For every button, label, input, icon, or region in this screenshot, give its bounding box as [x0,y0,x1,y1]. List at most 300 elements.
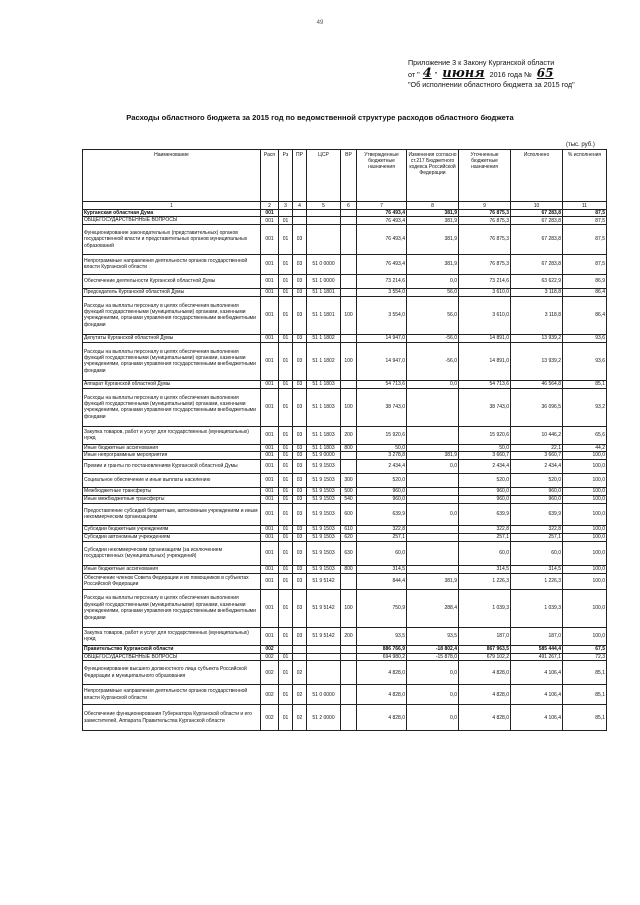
row-refined: 4 828,0 [459,705,511,731]
row-refined: 4 828,0 [459,685,511,705]
row-approved: 960,0 [357,487,407,495]
appendix-month: июня [442,66,485,81]
row-pr: 03 [293,565,307,573]
row-changes: 381,9 [407,254,459,274]
row-executed: 1 226,3 [511,573,563,589]
row-changes: 0,0 [407,459,459,473]
row-percent: 100,0 [563,573,607,589]
row-rasp: 002 [261,685,279,705]
appendix-header [408,58,575,90]
row-approved: 960,0 [357,495,407,503]
row-refined: 3 610,0 [459,296,511,334]
row-csr [307,653,341,660]
row-vr [341,288,357,296]
col-num: 10 [511,202,563,210]
row-refined: 867 963,5 [459,645,511,653]
row-rasp: 001 [261,525,279,533]
row-csr [307,661,341,685]
row-percent: 87,5 [563,210,607,217]
row-rasp: 001 [261,495,279,503]
col-pr: ПР [293,150,307,202]
table-row [83,459,607,473]
row-changes: 0,0 [407,705,459,731]
row-percent: 85,1 [563,685,607,705]
table-row [83,573,607,589]
row-vr: 500 [341,487,357,495]
row-rz: 01 [279,217,293,224]
row-rz [279,645,293,653]
row-vr [341,380,357,388]
row-refined: 76 875,3 [459,224,511,254]
row-pr: 03 [293,573,307,589]
row-percent: 93,6 [563,342,607,380]
row-approved: 694 980,2 [357,653,407,660]
row-executed: 960,0 [511,487,563,495]
row-changes [407,388,459,426]
row-refined: 520,0 [459,473,511,487]
row-percent: 67,5 [563,645,607,653]
row-rasp: 001 [261,274,279,288]
row-changes: 381,9 [407,452,459,459]
table-row [83,685,607,705]
row-name: Расходы на выплаты персоналу в целях обеспечения выполнения функций государственными (муниципальными) органами, казенными учреждениями, органами управления государственными внебюджетными фондами [83,589,261,627]
row-name: Предоставление субсидий бюджетным, автономным учреждениям и иным некоммерческим организациям [83,503,261,525]
row-rz: 01 [279,334,293,342]
row-csr: 51 1 1803 [307,444,341,451]
row-percent: 87,5 [563,254,607,274]
row-changes: 381,9 [407,224,459,254]
row-vr: 620 [341,533,357,541]
row-approved: 14 947,0 [357,334,407,342]
row-vr: 600 [341,503,357,525]
table-row [83,627,607,645]
row-name: Закупка товаров, работ и услуг для государственных (муниципальных) нужд [83,627,261,645]
row-rasp: 001 [261,503,279,525]
row-csr: 51 9 1503 [307,533,341,541]
row-vr: 100 [341,388,357,426]
row-name: Премии и гранты по постановлениям Курганской областной Думы [83,459,261,473]
row-pr: 03 [293,274,307,288]
appendix-quote: " [434,70,438,79]
row-pr: 03 [293,452,307,459]
row-rz: 01 [279,296,293,334]
row-name: Межбюджетные трансферты [83,487,261,495]
appendix-line2 [408,68,575,80]
row-rasp: 001 [261,426,279,444]
row-pr: 03 [293,473,307,487]
table-row [83,426,607,444]
row-vr: 540 [341,495,357,503]
row-approved: 76 493,4 [357,224,407,254]
table-row [83,473,607,487]
row-name: Расходы на выплаты персоналу в целях обеспечения выполнения функций государственными (муниципальными) органами, казенными учреждениями, органами управления государственными внебюджетными фондами [83,296,261,334]
col-num: 4 [293,202,307,210]
row-vr: 800 [341,565,357,573]
table-row [83,452,607,459]
row-rasp: 001 [261,388,279,426]
table-row [83,705,607,731]
table-row [83,645,607,653]
appendix-day: 4 [422,66,432,81]
table-row [83,296,607,334]
row-vr [341,661,357,685]
row-executed: 4 106,4 [511,705,563,731]
col-percent: % исполнения [563,150,607,202]
table-row [83,380,607,388]
row-percent: 100,0 [563,525,607,533]
row-csr: 51 1 1803 [307,388,341,426]
table-row [83,541,607,565]
row-approved: 76 493,4 [357,210,407,217]
row-vr: 800 [341,444,357,451]
row-refined: 4 828,0 [459,661,511,685]
row-executed: 3 118,8 [511,288,563,296]
row-changes: 0,0 [407,685,459,705]
col-changes: Изменения согласно ст.217 Бюджетного кодекса Российской Федерации [407,150,459,202]
row-csr: 51 1 1802 [307,334,341,342]
row-vr [341,254,357,274]
row-pr [293,217,307,224]
row-rz: 01 [279,459,293,473]
row-vr: 100 [341,342,357,380]
row-csr: 51 9 1503 [307,487,341,495]
row-csr: 51 9 1503 [307,473,341,487]
row-csr: 51 9 1503 [307,459,341,473]
row-pr: 03 [293,533,307,541]
row-csr: 51 9 5142 [307,589,341,627]
row-pr: 03 [293,296,307,334]
row-rasp: 001 [261,342,279,380]
table-row [83,342,607,380]
row-changes: 56,0 [407,288,459,296]
row-percent: 72,3 [563,653,607,660]
row-csr: 51 2 0000 [307,705,341,731]
row-approved: 520,0 [357,473,407,487]
row-changes: 0,0 [407,274,459,288]
row-rz: 01 [279,274,293,288]
row-name: Иные бюджетные ассигнования [83,565,261,573]
row-csr: 51 9 1503 [307,565,341,573]
row-refined: 960,0 [459,487,511,495]
row-percent: 93,2 [563,388,607,426]
row-vr [341,653,357,660]
row-percent: 93,6 [563,334,607,342]
row-pr: 03 [293,334,307,342]
row-executed: 13 939,2 [511,334,563,342]
row-pr: 02 [293,685,307,705]
row-vr [341,705,357,731]
table-row [83,525,607,533]
row-refined: 322,8 [459,525,511,533]
row-pr: 03 [293,495,307,503]
row-approved: 3 554,0 [357,296,407,334]
row-csr: 51 1 1803 [307,426,341,444]
row-approved: 76 493,4 [357,254,407,274]
row-name: Социальное обеспечение и иные выплаты населению [83,473,261,487]
row-name: Иные непрограммные мероприятия [83,452,261,459]
row-approved: 60,0 [357,541,407,565]
row-changes: -56,0 [407,334,459,342]
document-title: Расходы областного бюджета за 2015 год по ведомственной структуре расходов областного бюджета [126,113,514,122]
row-approved: 844,4 [357,573,407,589]
row-refined: 1 226,3 [459,573,511,589]
row-name: Председатель Курганской областной Думы [83,288,261,296]
col-csr: ЦСР [307,150,341,202]
row-rz: 01 [279,254,293,274]
row-refined: 639,9 [459,503,511,525]
appendix-line1: Приложение 3 к Закону Курганской области [408,58,555,67]
row-refined: 76 875,3 [459,217,511,224]
row-pr [293,653,307,660]
row-percent: 100,0 [563,533,607,541]
row-pr: 02 [293,661,307,685]
row-vr [341,452,357,459]
row-rasp: 001 [261,589,279,627]
row-executed: 63 622,9 [511,274,563,288]
table-row [83,217,607,224]
row-csr: 51 9 5142 [307,627,341,645]
row-percent: 65,6 [563,426,607,444]
row-refined: 54 713,6 [459,380,511,388]
row-refined: 2 434,4 [459,459,511,473]
col-num: 9 [459,202,511,210]
row-changes: -18 802,4 [407,645,459,653]
row-rasp: 001 [261,224,279,254]
row-percent: 85,1 [563,661,607,685]
row-changes [407,495,459,503]
row-executed: 322,8 [511,525,563,533]
row-executed: 639,9 [511,503,563,525]
table-row [83,444,607,451]
row-rz: 01 [279,573,293,589]
row-rz: 01 [279,452,293,459]
row-executed: 3 118,8 [511,296,563,334]
row-approved: 639,9 [357,503,407,525]
row-approved: 4 828,0 [357,705,407,731]
table-row [83,495,607,503]
row-executed: 67 283,8 [511,217,563,224]
row-percent: 85,1 [563,380,607,388]
col-name: Наименование [83,150,261,202]
row-vr: 630 [341,541,357,565]
row-pr: 03 [293,288,307,296]
table-row [83,288,607,296]
row-csr: 51 1 1801 [307,296,341,334]
row-rasp: 001 [261,210,279,217]
row-rasp: 001 [261,452,279,459]
row-changes: 381,9 [407,573,459,589]
row-percent: 100,0 [563,452,607,459]
row-csr [307,210,341,217]
column-number-row [83,202,607,210]
row-rz [279,210,293,217]
row-refined: 38 743,0 [459,388,511,426]
col-rz: Рз [279,150,293,202]
row-rasp: 002 [261,661,279,685]
row-approved: 4 828,0 [357,685,407,705]
row-approved: 54 713,6 [357,380,407,388]
row-changes [407,426,459,444]
row-rz: 01 [279,661,293,685]
row-vr [341,334,357,342]
row-approved: 15 920,6 [357,426,407,444]
row-name: Депутаты Курганской областной Думы [83,334,261,342]
col-num: 11 [563,202,607,210]
row-pr [293,645,307,653]
row-percent: 86,4 [563,288,607,296]
row-refined: 76 875,3 [459,210,511,217]
row-percent: 85,1 [563,705,607,731]
row-percent: 100,0 [563,459,607,473]
row-vr: 200 [341,426,357,444]
col-num: 2 [261,202,279,210]
row-rz: 01 [279,342,293,380]
table-row [83,589,607,627]
row-refined: 60,0 [459,541,511,565]
table-row [83,533,607,541]
row-rz: 01 [279,495,293,503]
table-row [83,334,607,342]
row-name: Субсидии автономным учреждениям [83,533,261,541]
row-refined: 314,5 [459,565,511,573]
row-executed: 4 106,4 [511,685,563,705]
row-refined: 76 875,3 [459,254,511,274]
row-name: Обеспечение деятельности Курганской областной Думы [83,274,261,288]
row-rz: 01 [279,473,293,487]
row-changes: -15 878,0 [407,653,459,660]
row-pr: 03 [293,388,307,426]
row-executed: 46 564,8 [511,380,563,388]
row-refined: 1 039,3 [459,589,511,627]
row-changes [407,533,459,541]
row-pr: 03 [293,426,307,444]
row-pr: 03 [293,254,307,274]
row-percent: 44,2 [563,444,607,451]
row-name: Расходы на выплаты персоналу в целях обеспечения выполнения функций государственными (муниципальными) органами, казенными учреждениями, органами управления государственными внебюджетными фондами [83,342,261,380]
table-row [83,254,607,274]
row-rz: 01 [279,380,293,388]
row-executed: 60,0 [511,541,563,565]
row-pr: 03 [293,541,307,565]
row-vr [341,224,357,254]
row-name: Курганская областная Дума [83,210,261,217]
row-rz: 01 [279,541,293,565]
row-percent: 100,0 [563,541,607,565]
col-num: 5 [307,202,341,210]
table-row [83,661,607,685]
col-num: 6 [341,202,357,210]
row-executed: 13 939,2 [511,342,563,380]
row-rasp: 001 [261,565,279,573]
row-approved: 76 493,4 [357,217,407,224]
row-percent: 87,5 [563,217,607,224]
row-executed: 36 096,5 [511,388,563,426]
row-changes: 0,0 [407,503,459,525]
row-pr: 03 [293,503,307,525]
row-changes: 381,9 [407,217,459,224]
row-approved: 322,8 [357,525,407,533]
row-executed: 585 444,4 [511,645,563,653]
row-rasp: 001 [261,459,279,473]
row-executed: 67 283,8 [511,224,563,254]
row-percent: 100,0 [563,589,607,627]
row-percent: 100,0 [563,495,607,503]
row-executed: 3 660,7 [511,452,563,459]
row-rz: 01 [279,685,293,705]
row-vr: 200 [341,627,357,645]
col-refined: Уточненные бюджетные назначения [459,150,511,202]
col-rasp: Расп [261,150,279,202]
row-vr [341,685,357,705]
row-csr: 51 1 1803 [307,380,341,388]
row-csr [307,645,341,653]
row-refined: 50,0 [459,444,511,451]
row-refined: 73 214,6 [459,274,511,288]
row-percent: 100,0 [563,565,607,573]
row-csr: 51 9 1503 [307,525,341,533]
row-approved: 3 554,0 [357,288,407,296]
row-rz: 01 [279,525,293,533]
row-refined: 257,1 [459,533,511,541]
row-approved: 3 278,8 [357,452,407,459]
row-vr [341,210,357,217]
row-executed: 67 283,8 [511,254,563,274]
row-executed: 187,0 [511,627,563,645]
col-vr: ВР [341,150,357,202]
row-rz: 01 [279,487,293,495]
row-changes [407,444,459,451]
row-rasp: 001 [261,541,279,565]
row-rasp: 002 [261,705,279,731]
row-approved: 257,1 [357,533,407,541]
row-approved: 314,5 [357,565,407,573]
appendix-year: 2016 года № [489,70,532,79]
row-changes: 93,5 [407,627,459,645]
row-changes: -56,0 [407,342,459,380]
row-pr: 03 [293,224,307,254]
row-rasp: 001 [261,444,279,451]
row-changes: 288,4 [407,589,459,627]
row-executed: 2 434,4 [511,459,563,473]
row-pr [293,210,307,217]
row-name: Закупка товаров, работ и услуг для государственных (муниципальных) нужд [83,426,261,444]
row-rasp: 001 [261,296,279,334]
appendix-ot: от " [408,70,420,79]
row-rz: 01 [279,503,293,525]
col-num: 7 [357,202,407,210]
row-executed: 314,5 [511,565,563,573]
row-rasp: 001 [261,473,279,487]
row-pr: 03 [293,627,307,645]
row-name: Аппарат Курганской областной Думы [83,380,261,388]
col-num: 8 [407,202,459,210]
table-row [83,210,607,217]
row-rz: 01 [279,627,293,645]
row-approved: 750,9 [357,589,407,627]
row-name: ОБЩЕГОСУДАРСТВЕННЫЕ ВОПРОСЫ [83,217,261,224]
row-refined: 960,0 [459,495,511,503]
row-changes [407,565,459,573]
row-percent: 100,0 [563,627,607,645]
row-rasp: 001 [261,573,279,589]
row-changes [407,541,459,565]
budget-table [82,149,607,731]
table-row [83,653,607,660]
row-rasp: 001 [261,254,279,274]
row-rz: 01 [279,388,293,426]
row-approved: 4 828,0 [357,661,407,685]
row-percent: 87,5 [563,224,607,254]
